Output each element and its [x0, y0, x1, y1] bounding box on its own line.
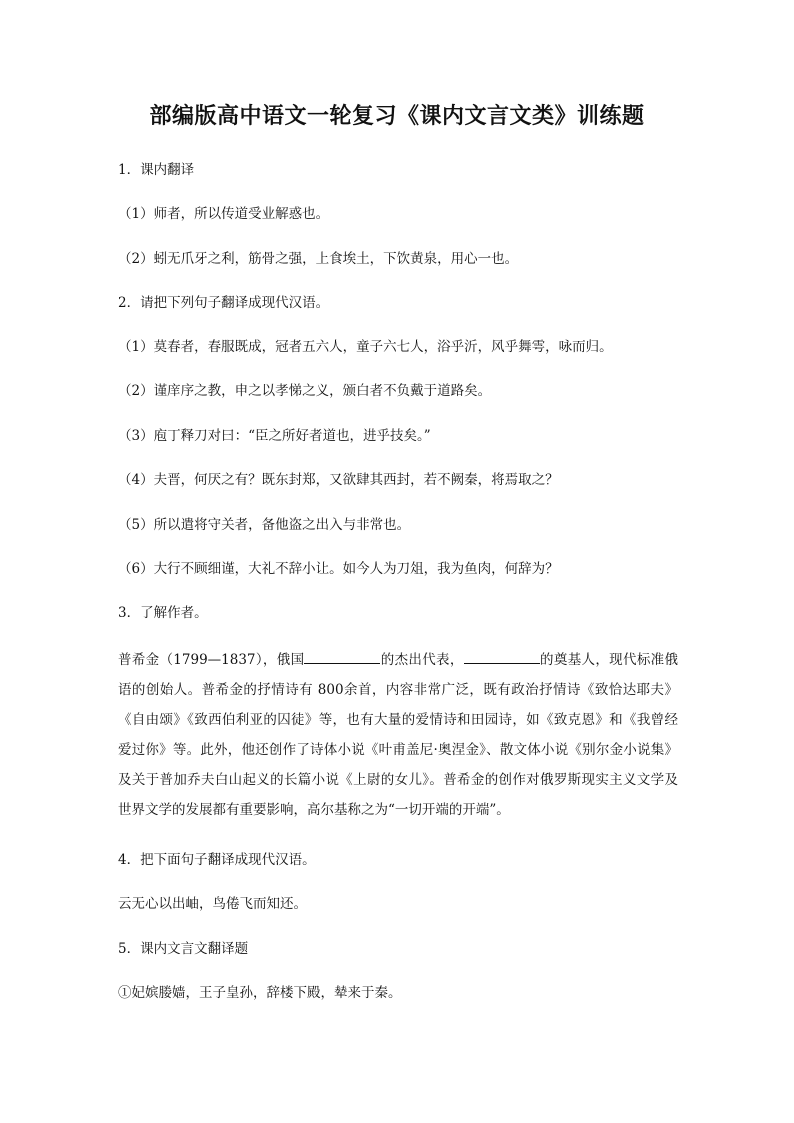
- question-1-item-2: （2）蚓无爪牙之利，筋骨之强，上食埃土，下饮黄泉，用心一也。: [118, 251, 519, 267]
- question-4-item: 云无心以出岫，鸟倦飞而知还。: [118, 896, 307, 912]
- question-3-heading: 3．了解作者。: [118, 605, 208, 621]
- question-2-item-3: （3）庖丁释刀对曰：“臣之所好者道也，进乎技矣。”: [118, 428, 431, 444]
- question-2-item-2: （2）谨庠序之教，申之以孝悌之义，颁白者不负戴于道路矣。: [118, 383, 492, 399]
- fill-in-blank-1[interactable]: [304, 649, 380, 664]
- paragraph-text-3: 的奠基人，现代标准俄语的创始人。普希金的抒情诗有 800余首，内容非常广泛，既有政治抒情诗《致恰达耶夫》《自由颂》《致西伯利亚的囚徒》等，也有大量的爱情诗和田园诗，如《致克恩》和《我曾经爱过你》等。此外，他还创作了诗体小说《叶甫盖尼·奥涅金》、散文体小说《别尔金小说集》及关于普加乔夫白山起义的长篇小说《上尉的女儿》。普希金的创作对俄罗斯现实主义文学及世界文学的发展都有重要影响，高尔基称之为“一切开端的开端”。: [118, 652, 678, 818]
- document-title: 部编版高中语文一轮复习《课内文言文类》训练题: [149, 103, 645, 129]
- question-2-item-4: （4）夫晋，何厌之有？既东封郑，又欲肆其西封，若不阙秦，将焉取之？: [118, 472, 559, 488]
- question-2-item-5: （5）所以遣将守关者，备他盗之出入与非常也。: [118, 517, 411, 533]
- question-2-item-1: （1）莫春者，春服既成，冠者五六人，童子六七人，浴乎沂，风乎舞雩，咏而归。: [118, 339, 613, 355]
- question-2-heading: 2．请把下列句子翻译成现代汉语。: [118, 295, 330, 311]
- question-3-paragraph: [118, 645, 678, 825]
- question-2-item-6: （6）大行不顾细谨，大礼不辞小让。如今人为刀俎，我为鱼肉，何辞为？: [118, 561, 559, 577]
- question-1-item-1: （1）师者，所以传道受业解惑也。: [118, 206, 330, 222]
- paragraph-text-1: 普希金（1799—1837），俄国: [118, 652, 305, 668]
- question-1-heading: 1．课内翻译: [118, 162, 195, 178]
- paragraph-text-2: 的杰出代表，: [380, 652, 464, 668]
- question-5-item: ①妃嫔媵嫱，王子皇孙，辞楼下殿，辇来于秦。: [118, 985, 402, 1001]
- question-4-heading: 4．把下面句子翻译成现代汉语。: [118, 852, 316, 868]
- fill-in-blank-2[interactable]: [464, 649, 540, 664]
- question-5-heading: 5．课内文言文翻译题: [118, 941, 249, 957]
